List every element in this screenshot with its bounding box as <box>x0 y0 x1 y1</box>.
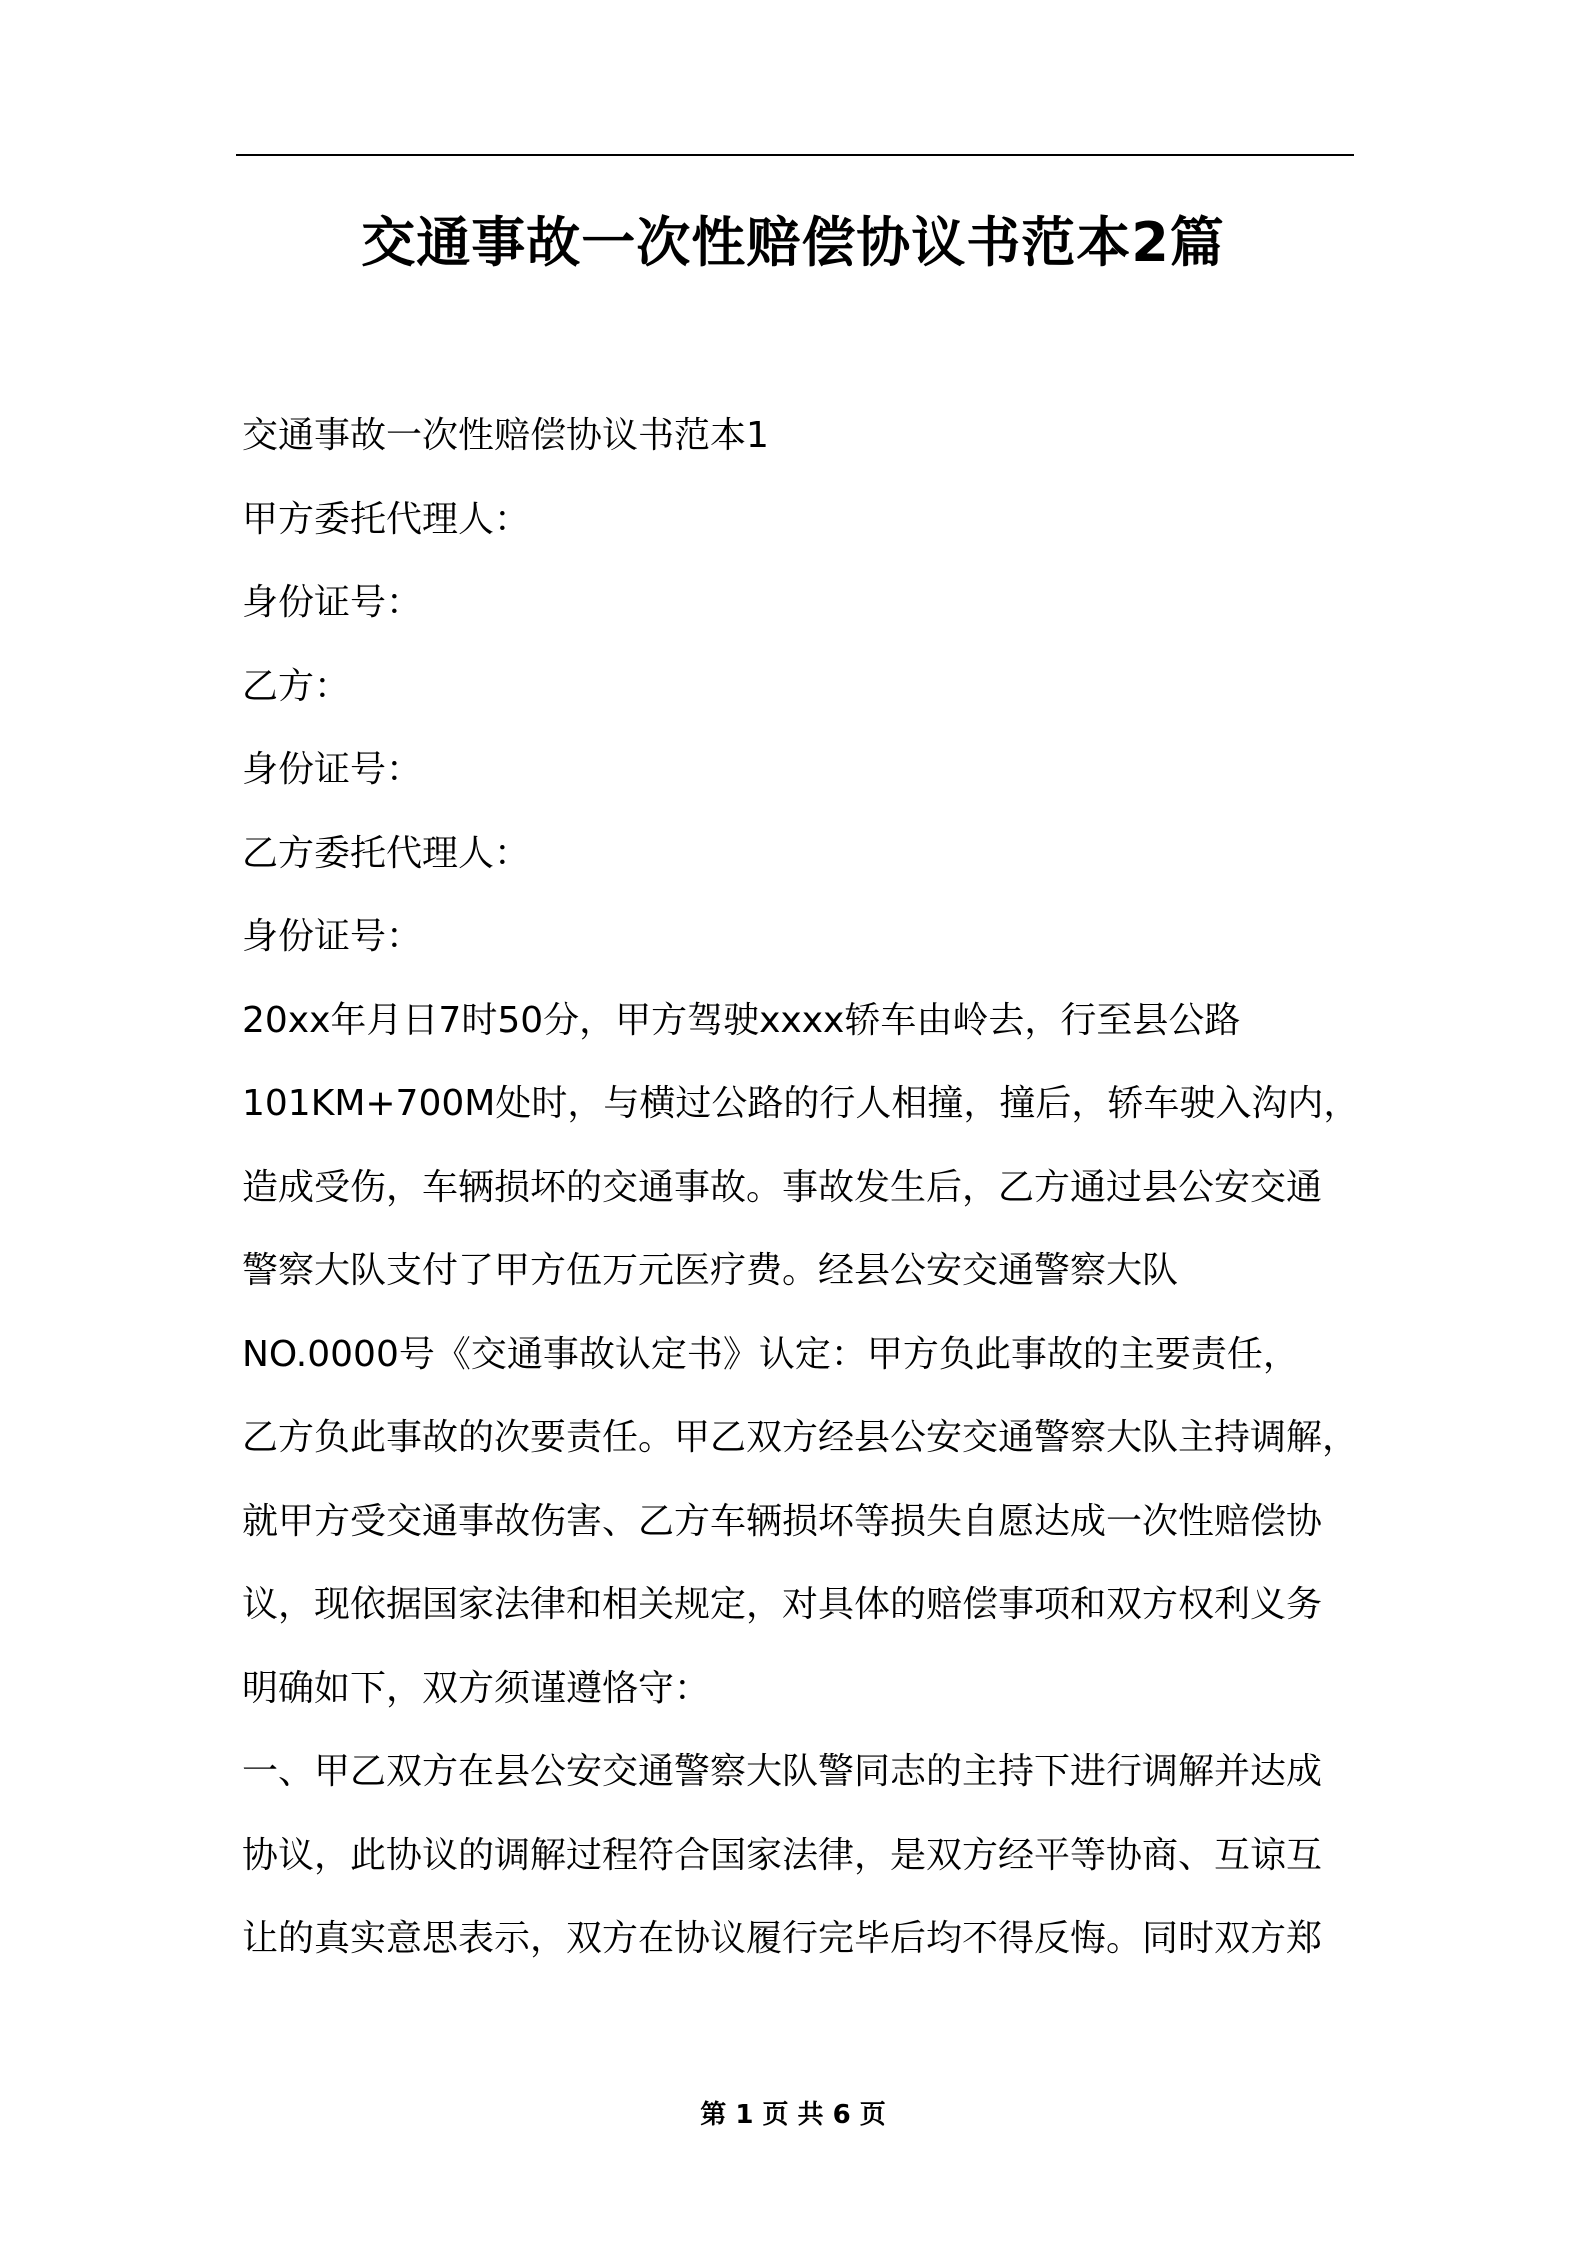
body-line: 乙方委托代理人： <box>242 832 531 874</box>
body-line: 造成受伤，车辆损坏的交通事故。事故发生后，乙方通过县公安交通 <box>242 1166 1323 1208</box>
document-title: 交通事故一次性赔偿协议书范本2篇 <box>361 211 1225 274</box>
body-line: 乙方负此事故的次要责任。甲乙双方经县公安交通警察大队主持调解， <box>242 1417 1359 1458</box>
body-line: 警察大队支付了甲方伍万元医疗费。经县公安交通警察大队 <box>242 1250 1179 1291</box>
body-line: 身份证号： <box>242 916 423 957</box>
body-line: 协议，此协议的调解过程符合国家法律，是双方经平等协商、互谅互 <box>242 1834 1323 1876</box>
page-footer: 第 1 页 共 6 页 <box>700 2100 886 2130</box>
body-line: 甲方委托代理人： <box>242 498 531 540</box>
body-line: 一、甲乙双方在县公安交通警察大队警同志的主持下进行调解并达成 <box>242 1751 1323 1792</box>
body-line: 议，现依据国家法律和相关规定，对具体的赔偿事项和双方权利义务 <box>242 1584 1323 1625</box>
body-line: 就甲方受交通事故伤害、乙方车辆损坏等损失自愿达成一次性赔偿协 <box>242 1500 1323 1542</box>
body-line: 身份证号： <box>242 582 423 623</box>
header-rule <box>236 154 1354 156</box>
document-body <box>242 405 1372 1992</box>
body-line: 20xx年月日7时50分，甲方驾驶xxxx轿车由岭去，行至县公路 <box>242 999 1241 1041</box>
body-line: NO.0000号《交通事故认定书》认定：甲方负此事故的主要责任， <box>242 1333 1299 1375</box>
body-line: 101KM+700M处时，与横过公路的行人相撞，撞后，轿车驶入沟内， <box>242 1083 1360 1124</box>
body-line: 乙方： <box>242 665 351 707</box>
body-line: 让的真实意思表示，双方在协议履行完毕后均不得反悔。同时双方郑 <box>242 1918 1323 1959</box>
body-line: 身份证号： <box>242 749 423 790</box>
body-line: 交通事故一次性赔偿协议书范本1 <box>242 415 769 456</box>
body-line: 明确如下，双方须谨遵恪守： <box>242 1667 711 1709</box>
